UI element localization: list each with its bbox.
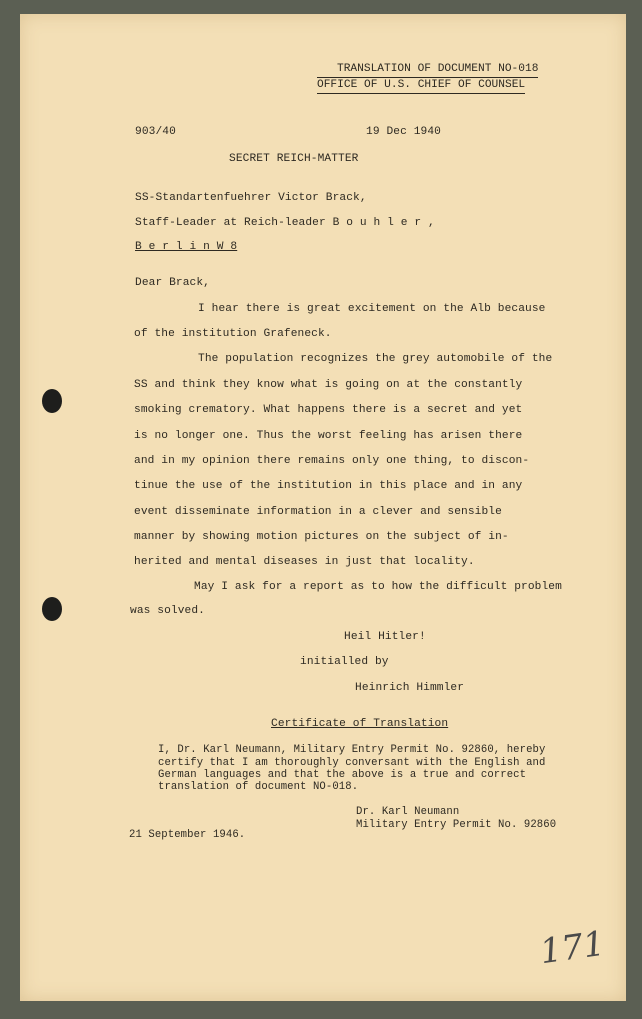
body-line: smoking crematory. What happens there is a secret and yet [134, 404, 523, 416]
body-line: was solved. [130, 605, 205, 617]
body-line: of the institution Grafeneck. [134, 328, 332, 340]
certificate-line: I, Dr. Karl Neumann, Military Entry Permit No. 92860, hereby [158, 744, 546, 756]
punch-hole [42, 389, 62, 413]
closing-greeting: Heil Hitler! [344, 631, 426, 643]
certificate-date: 21 September 1946. [129, 829, 246, 841]
body-line: and in my opinion there remains only one thing, to discon- [134, 455, 530, 467]
translator-permit: Military Entry Permit No. 92860 [356, 819, 557, 831]
classification-label: SECRET REICH-MATTER [229, 153, 359, 165]
document-header [317, 62, 538, 94]
body-line: herited and mental diseases in just that locality. [134, 556, 475, 568]
body-line: May I ask for a report as to how the difficult problem [194, 581, 562, 593]
body-line: tinue the use of the institution in this place and in any [134, 480, 523, 492]
translator-name: Dr. Karl Neumann [356, 806, 460, 818]
body-line: manner by showing motion pictures on the subject of in- [134, 531, 509, 543]
addressee-line-1: SS-Standartenfuehrer Victor Brack, [135, 192, 367, 204]
salutation: Dear Brack, [135, 277, 210, 289]
header-line-2: OFFICE OF U.S. CHIEF OF COUNSEL [317, 78, 525, 94]
certificate-title: Certificate of Translation [271, 718, 449, 730]
closing-initialled: initialled by [300, 656, 389, 668]
addressee-line-3: B e r l i n W 8 [135, 241, 238, 253]
handwritten-page-number: 171 [537, 923, 608, 973]
certificate-line: translation of document NO-018. [158, 781, 359, 793]
certificate-line: German languages and that the above is a true and correct [158, 769, 527, 781]
reference-number: 903/40 [135, 126, 176, 138]
header-line-1: TRANSLATION OF DOCUMENT NO-018 [317, 62, 538, 78]
closing-signer: Heinrich Himmler [355, 682, 465, 694]
certificate-line: certify that I am thoroughly conversant with the English and [158, 757, 546, 769]
body-line: The population recognizes the grey automobile of the [198, 353, 553, 365]
punch-hole [42, 597, 62, 621]
addressee-line-2: Staff-Leader at Reich-leader B o u h l e r , [135, 217, 435, 229]
body-line: event disseminate information in a clever and sensible [134, 506, 502, 518]
body-line: I hear there is great excitement on the Alb because [198, 303, 546, 315]
letter-date: 19 Dec 1940 [366, 126, 441, 138]
body-line: is no longer one. Thus the worst feeling has arisen there [134, 430, 523, 442]
body-line: SS and think they know what is going on at the constantly [134, 379, 523, 391]
